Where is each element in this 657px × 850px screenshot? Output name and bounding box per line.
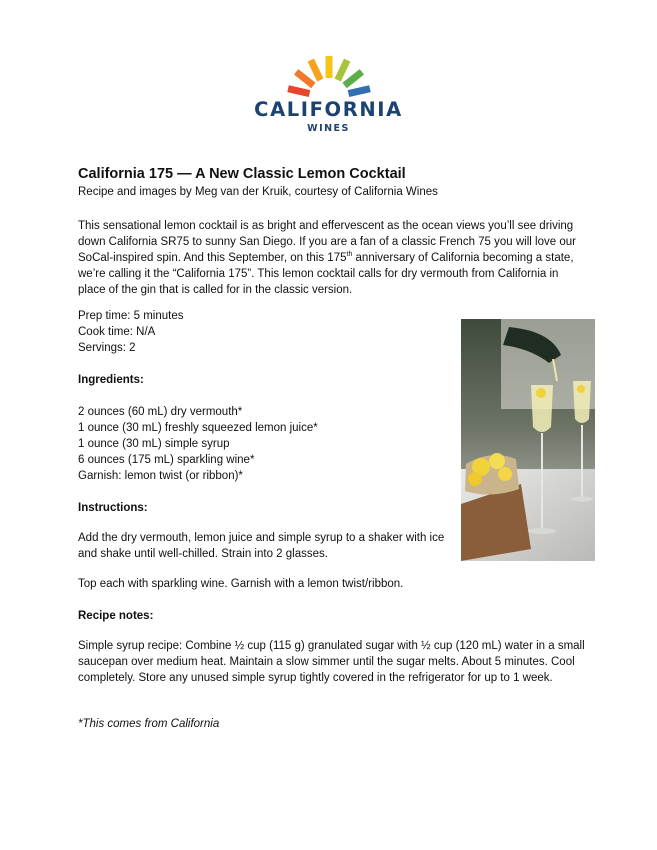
cook-time: Cook time: N/A bbox=[78, 326, 156, 338]
footnote: *This comes from California bbox=[78, 718, 220, 730]
logo-ray bbox=[348, 89, 369, 94]
logo-subtitle: WINES bbox=[307, 123, 350, 134]
intro-paragraph bbox=[78, 218, 588, 298]
logo-ray bbox=[338, 60, 348, 80]
ingredient-item: 1 ounce (30 mL) freshly squeezed lemon juice* bbox=[78, 422, 318, 434]
intro-text-part1: This sensational lemon cocktail is as bright and effervescent as the ocean views you’ll see driving down California SR75 to sunny San Diego. If you are a fan of a classic French 75 you will love our SoCal-inspired spin. And this September, on this 175 bbox=[78, 220, 576, 264]
intro-superscript: th bbox=[346, 251, 353, 258]
cocktail-photo bbox=[461, 319, 595, 561]
servings: Servings: 2 bbox=[78, 342, 136, 354]
instructions-heading: Instructions: bbox=[78, 502, 148, 514]
logo-ray bbox=[345, 72, 362, 86]
california-wines-logo bbox=[0, 40, 657, 140]
recipe-notes: Simple syrup recipe: Combine ½ cup (115 g) granulated sugar with ½ cup (120 mL) water in a small saucepan over medium heat. Maintain a slow simmer until the sugar melts. About 5 minutes. Cool completely. Store any unused simple syrup tightly covered in the refrigerator for up to 1 week. bbox=[78, 640, 585, 684]
recipe-title: California 175 — A New Classic Lemon Cocktail bbox=[78, 166, 406, 182]
ingredient-item: 6 ounces (175 mL) sparkling wine* bbox=[78, 454, 255, 466]
ingredients-heading: Ingredients: bbox=[78, 374, 144, 386]
logo-ray bbox=[296, 72, 313, 86]
recipe-notes-heading: Recipe notes: bbox=[78, 610, 154, 622]
ingredient-item: 1 ounce (30 mL) simple syrup bbox=[78, 438, 230, 450]
intro-text-part2: anniversary of California becoming a state, we’re calling it the “California 175”. This lemon cocktail calls for dry vermouth from California in place of the gin that is called for in the classic version. bbox=[78, 252, 574, 296]
ingredient-item: Garnish: lemon twist (or ribbon)* bbox=[78, 470, 243, 482]
logo-ray bbox=[288, 89, 309, 94]
instruction-step: Top each with sparkling wine. Garnish with a lemon twist/ribbon. bbox=[78, 578, 404, 590]
recipe-byline: Recipe and images by Meg van der Kruik, courtesy of California Wines bbox=[78, 186, 438, 198]
ingredient-item: 2 ounces (60 mL) dry vermouth* bbox=[78, 406, 243, 418]
sunburst-logo-icon bbox=[285, 48, 373, 100]
logo-ray bbox=[311, 60, 321, 80]
instruction-step: Add the dry vermouth, lemon juice and simple syrup to a shaker with ice and shake until well-chilled. Strain into 2 glasses. bbox=[78, 532, 445, 560]
prep-time: Prep time: 5 minutes bbox=[78, 310, 184, 322]
logo-title: CALIFORNIA bbox=[254, 98, 403, 121]
